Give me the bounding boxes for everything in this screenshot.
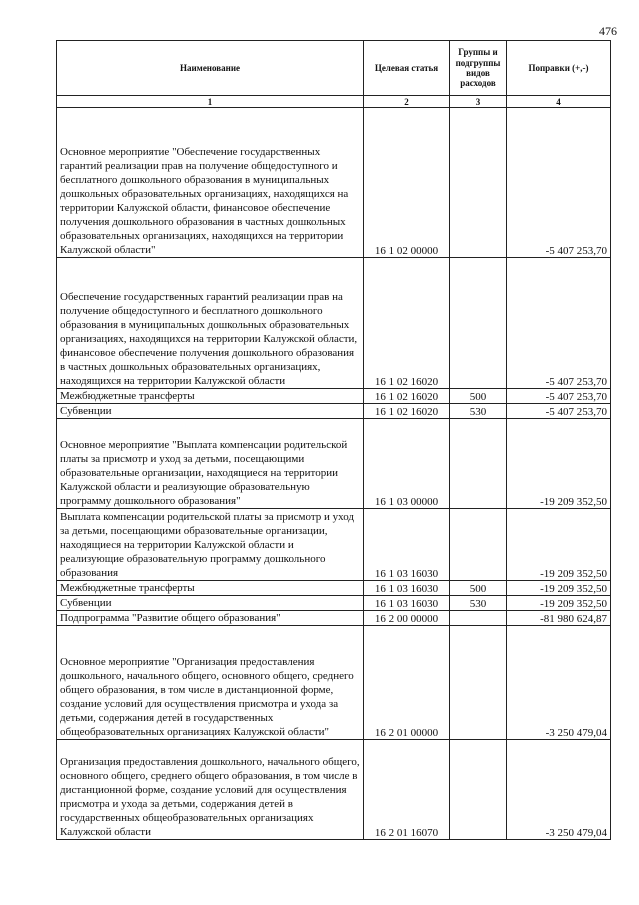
row-expense-group: 530 [450, 596, 507, 611]
table-header-row [57, 41, 611, 96]
row-expense-group: 530 [450, 404, 507, 419]
row-expense-group: 500 [450, 389, 507, 404]
row-amount: -19 209 352,50 [507, 596, 611, 611]
row-name: Межбюджетные трансферты [57, 389, 364, 404]
row-amount: -19 209 352,50 [507, 581, 611, 596]
row-expense-group: 500 [450, 581, 507, 596]
table-row [57, 108, 611, 258]
column-number-row [57, 96, 611, 108]
table-row [57, 740, 611, 840]
table-row [57, 626, 611, 740]
row-amount: -5 407 253,70 [507, 404, 611, 419]
row-expense-group [450, 258, 507, 389]
page-number: 476 [599, 24, 617, 38]
column-number-2: 2 [364, 96, 450, 108]
row-target-article: 16 1 02 16020 [364, 258, 450, 389]
row-name: Субвенции [57, 404, 364, 419]
row-name: Организация предоставления дошкольного, начального общего, основного общего, среднего общего образования, в том числе в дистанционной форме, создание условий для осуществления присмотра и ухода за детьми, содержания детей в государственных общеобразовательных организациях Калужской области [57, 740, 364, 840]
header-expense-groups: Группы и подгруппы видов расходов [450, 41, 507, 96]
row-target-article: 16 2 01 16070 [364, 740, 450, 840]
header-amendments: Поправки (+,-) [507, 41, 611, 96]
table-row [57, 258, 611, 389]
row-target-article: 16 1 03 00000 [364, 419, 450, 509]
row-amount: -19 209 352,50 [507, 419, 611, 509]
row-target-article: 16 1 02 00000 [364, 108, 450, 258]
row-name: Субвенции [57, 596, 364, 611]
row-amount: -19 209 352,50 [507, 509, 611, 581]
row-expense-group [450, 740, 507, 840]
row-expense-group [450, 509, 507, 581]
row-name: Подпрограмма "Развитие общего образования" [57, 611, 364, 626]
table-row [57, 404, 611, 419]
table-row [57, 611, 611, 626]
table-row [57, 596, 611, 611]
row-target-article: 16 2 00 00000 [364, 611, 450, 626]
row-target-article: 16 1 03 16030 [364, 581, 450, 596]
row-name: Основное мероприятие "Организация предоставления дошкольного, начального общего, основного общего, среднего общего образования, в том числе в дистанционной форме, создание условий для осуществления присмотра и ухода за детьми, содержания детей в государственных общеобразовательных организациях Калужской области" [57, 626, 364, 740]
row-target-article: 16 1 02 16020 [364, 389, 450, 404]
header-target-article: Целевая статья [364, 41, 450, 96]
row-amount: -3 250 479,04 [507, 626, 611, 740]
row-target-article: 16 1 02 16020 [364, 404, 450, 419]
table-row [57, 581, 611, 596]
row-expense-group [450, 626, 507, 740]
budget-amendments-table [56, 40, 611, 840]
row-name: Выплата компенсации родительской платы за присмотр и уход за детьми, посещающими образовательные организации, находящиеся на территории Калужской области и реализующие образовательную программу дошкольного образования [57, 509, 364, 581]
header-name: Наименование [57, 41, 364, 96]
row-amount: -5 407 253,70 [507, 258, 611, 389]
row-expense-group [450, 611, 507, 626]
column-number-3: 3 [450, 96, 507, 108]
row-target-article: 16 1 03 16030 [364, 596, 450, 611]
row-name: Основное мероприятие "Выплата компенсации родительской платы за присмотр и уход за детьми, посещающими образовательные организации, находящиеся на территории Калужской области и реализующие образовательную программу дошкольного образования" [57, 419, 364, 509]
table-row [57, 389, 611, 404]
row-expense-group [450, 419, 507, 509]
row-amount: -5 407 253,70 [507, 389, 611, 404]
row-amount: -3 250 479,04 [507, 740, 611, 840]
row-expense-group [450, 108, 507, 258]
row-name: Основное мероприятие "Обеспечение государственных гарантий реализации прав на получение общедоступного и бесплатного дошкольного образования в муниципальных дошкольных образовательных организациях, находящихся на территории Калужской области, финансовое обеспечение получения дошкольного образования в частных дошкольных образовательных организациях, находящихся на территории Калужской области" [57, 108, 364, 258]
row-name: Межбюджетные трансферты [57, 581, 364, 596]
table-row [57, 419, 611, 509]
row-amount: -81 980 624,87 [507, 611, 611, 626]
table-row [57, 509, 611, 581]
row-amount: -5 407 253,70 [507, 108, 611, 258]
row-target-article: 16 1 03 16030 [364, 509, 450, 581]
row-name: Обеспечение государственных гарантий реализации прав на получение общедоступного и бесплатного дошкольного образования в муниципальных дошкольных образовательных организациях, находящихся на территории Калужской области, финансовое обеспечение получения дошкольного образования в частных дошкольных образовательных организациях, находящихся на территории Калужской области [57, 258, 364, 389]
column-number-4: 4 [507, 96, 611, 108]
row-target-article: 16 2 01 00000 [364, 626, 450, 740]
column-number-1: 1 [57, 96, 364, 108]
